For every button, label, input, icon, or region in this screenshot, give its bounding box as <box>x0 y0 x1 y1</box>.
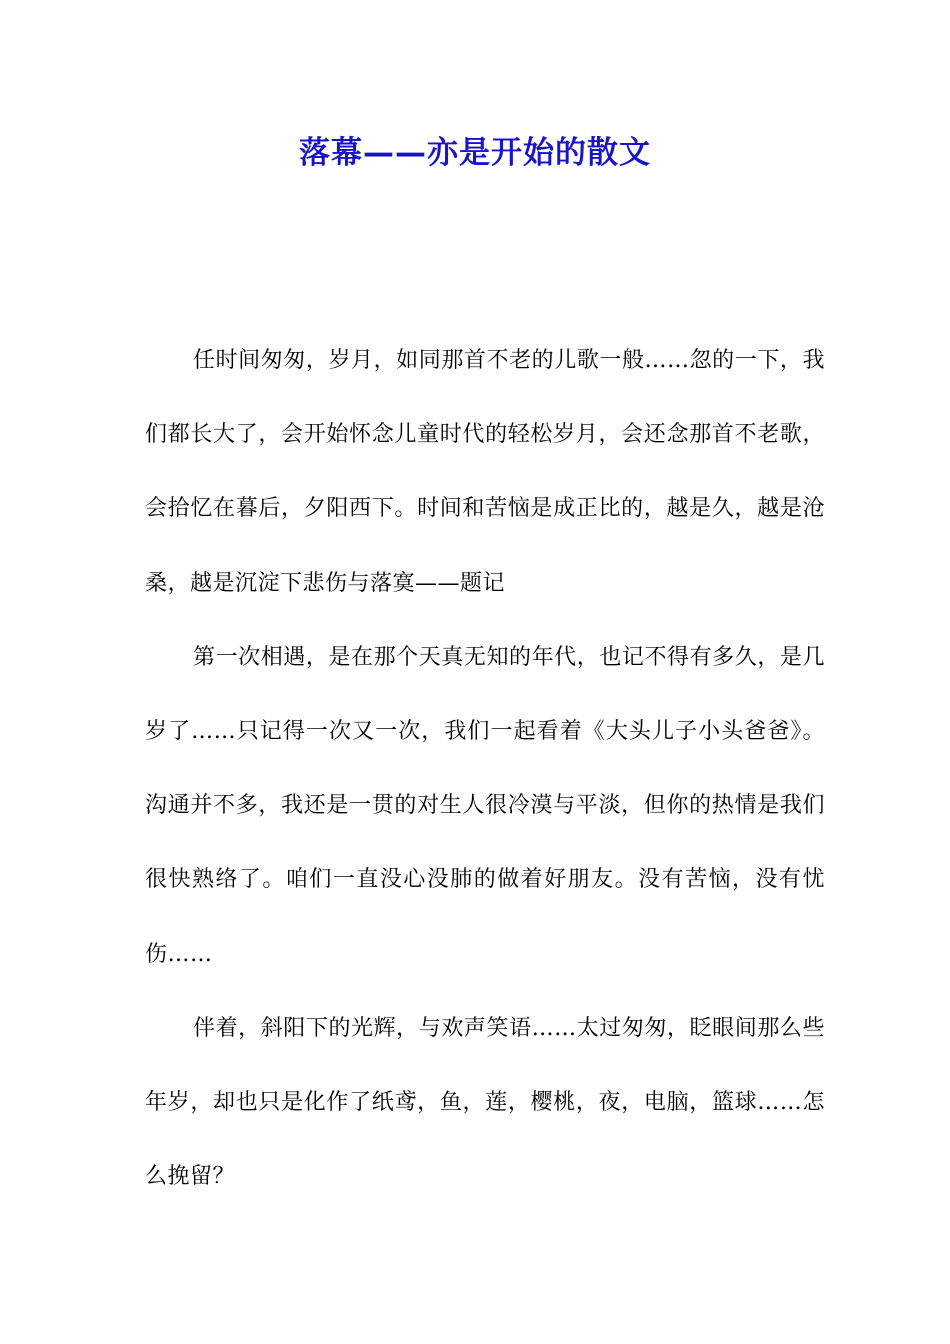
paragraph-2: 第一次相遇，是在那个天真无知的年代，也记不得有多久，是几岁了……只记得一次又一次，我们一起看着《大头儿子小头爸爸》。沟通并不多，我还是一贯的对生人很冷漠与平淡，但你的热情是我们很快熟络了。咱们一直没心没肺的做着好朋友。没有苦恼，没有忧伤…… <box>145 644 825 967</box>
document-title: 落幕——亦是开始的散文 <box>299 135 651 171</box>
paragraph-1: 任时间匆匆，岁月，如同那首不老的儿歌一般……忽的一下，我们都长大了，会开始怀念儿童时代的轻松岁月，会还念那首不老歌，会拾忆在暮后，夕阳西下。时间和苦恼是成正比的，越是久，越是沧桑，越是沉淀下悲伤与落寞——题记 <box>145 348 825 596</box>
paragraph-3: 伴着，斜阳下的光辉，与欢声笑语……太过匆匆，眨眼间那么些年岁，却也只是化作了纸鸢，鱼，莲，樱桃，夜，电脑，篮球……怎么挽留？ <box>145 1015 825 1190</box>
document-body <box>145 324 825 1214</box>
